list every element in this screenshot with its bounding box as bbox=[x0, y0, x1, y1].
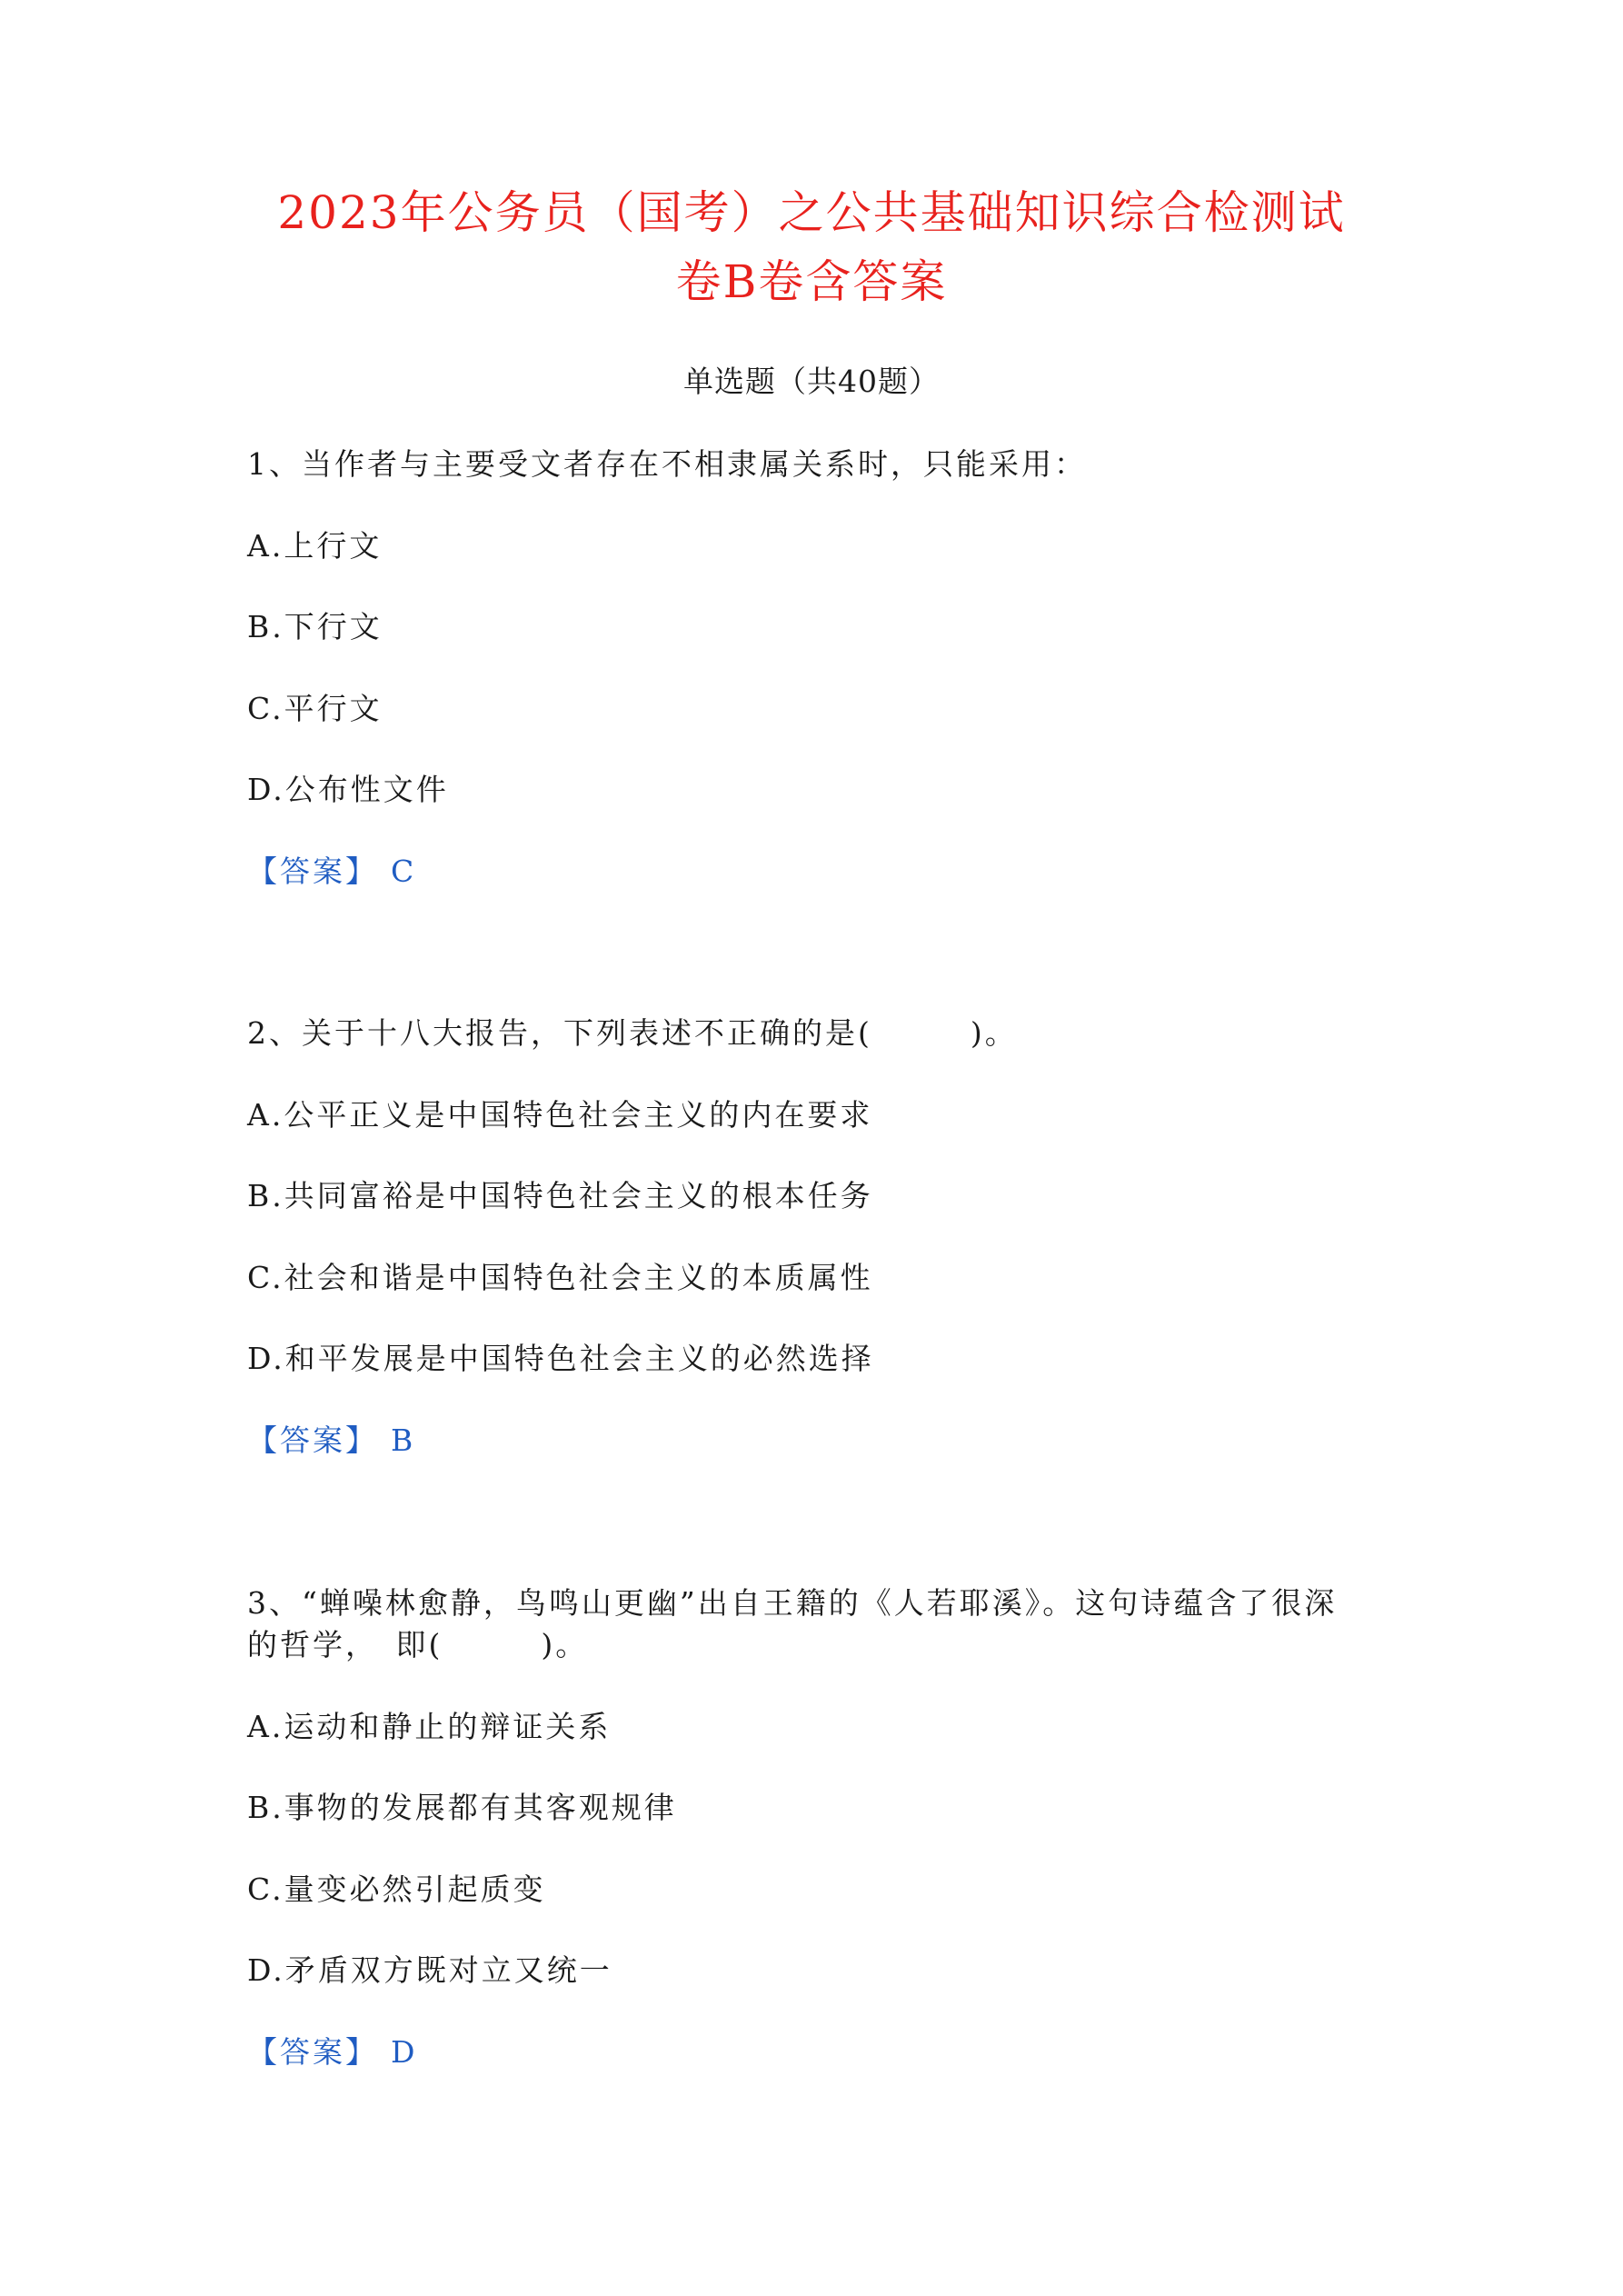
question-1-stem: 1、当作者与主要受文者存在不相隶属关系时，只能采用： bbox=[247, 446, 1087, 482]
question-1-option-d: D.公布性文件 bbox=[247, 772, 449, 807]
answer-value: C bbox=[391, 854, 417, 889]
question-3-option-b: B.事物的发展都有其客观规律 bbox=[247, 1790, 677, 1825]
question-3-option-a: A.运动和静止的辩证关系 bbox=[247, 1709, 612, 1744]
question-2-option-d: D.和平发展是中国特色社会主义的必然选择 bbox=[247, 1341, 874, 1376]
question-2-stem: 2、关于十八大报告，下列表述不正确的是( )。 bbox=[247, 1015, 1018, 1051]
answer-label: 【答案】 bbox=[247, 2034, 378, 2070]
answer-label: 【答案】 bbox=[247, 1423, 378, 1458]
answer-value: B bbox=[391, 1423, 416, 1458]
section-heading: 单选题（共40题） bbox=[683, 364, 940, 399]
question-2-answer bbox=[247, 1420, 415, 1462]
question-3-option-d: D.矛盾双方既对立又统一 bbox=[247, 1952, 612, 1988]
title-line-2: 卷B卷含答案 bbox=[675, 255, 948, 308]
question-2-option-b: B.共同富裕是中国特色社会主义的根本任务 bbox=[247, 1178, 873, 1213]
question-3-option-c: C.量变必然引起质变 bbox=[247, 1872, 546, 1907]
document-title bbox=[209, 178, 1414, 316]
question-1-answer bbox=[247, 851, 416, 893]
title-line-1: 2023年公务员（国考）之公共基础知识综合检测试 bbox=[277, 186, 1346, 239]
question-3-stem-line-1: 3、“蝉噪林愈静，鸟鸣山更幽”出自王籍的《人若耶溪》。这句诗蕴含了很深 bbox=[247, 1585, 1338, 1621]
answer-value: D bbox=[391, 2034, 418, 2070]
question-3-answer bbox=[247, 2031, 417, 2073]
answer-label: 【答案】 bbox=[247, 854, 378, 889]
question-1-option-a: A.上行文 bbox=[247, 528, 383, 564]
question-1-option-b: B.下行文 bbox=[247, 609, 383, 644]
question-1-option-c: C.平行文 bbox=[247, 691, 383, 726]
question-2-option-c: C.社会和谐是中国特色社会主义的本质属性 bbox=[247, 1260, 873, 1295]
question-2-option-a: A.公平正义是中国特色社会主义的内在要求 bbox=[247, 1097, 873, 1133]
question-3-stem-line-2: 的哲学， 即( )。 bbox=[247, 1627, 589, 1662]
